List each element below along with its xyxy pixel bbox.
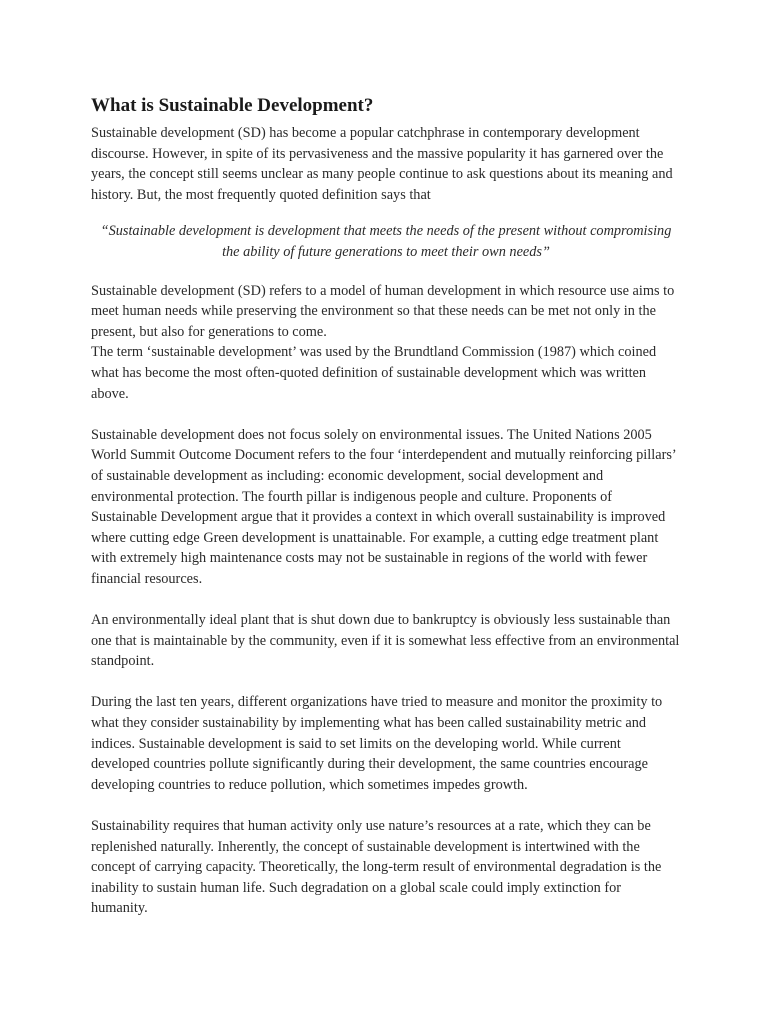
document-page: [91, 95, 681, 919]
paragraph-metrics: During the last ten years, different organizations have tried to measure and monitor the proximity to what they consider sustainability by implementing what has been called sustainability metric and indices. Sustainable development is said to set limits on the developing world. While current developed countries pollute significantly during their development, the same countries encourage developing countries to reduce pollution, which sometimes impedes growth.: [91, 694, 663, 793]
paragraph-spacer: [91, 404, 681, 425]
paragraph-spacer: [91, 589, 681, 610]
definition-quote: “Sustainable development is development that meets the needs of the present without compromising the ability of future generations to meet their own needs”: [100, 223, 672, 260]
intro-paragraph: Sustainable development (SD) has become a popular catchphrase in contemporary development discourse. However, in spite of its pervasiveness and the massive popularity it has garnered over the years, the concept still seems unclear as many people continue to ask questions about its meaning and history. But, the most frequently quoted definition says that: [91, 125, 673, 203]
document-title: What is Sustainable Development?: [91, 95, 374, 116]
paragraph-plant: An environmentally ideal plant that is shut down due to bankruptcy is obviously less sustainable than one that is maintainable by the community, even if it is somewhat less effective from an environmental standpoint.: [91, 612, 680, 670]
paragraph-sd-definition: Sustainable development (SD) refers to a model of human development in which resource use aims to meet human needs while preserving the environment so that these needs can be met not only in the present, but also for generations to come.: [91, 282, 675, 340]
paragraph-carrying-capacity: Sustainability requires that human activity only use nature’s resources at a rate, which they can be replenished naturally. Inherently, the concept of sustainable development is intertwined with the concept of carrying capacity. Theoretically, the long-term result of environmental degradation is the inability to sustain human life. Such degradation on a global scale could imply extinction for humanity.: [91, 818, 662, 917]
paragraph-spacer: [91, 672, 681, 693]
paragraph-pillars: Sustainable development does not focus solely on environmental issues. The United Nations 2005 World Summit Outcome Document refers to the four ‘interdependent and mutually reinforcing pillars’ of sustainable development as including: economic development, social development and environmental protection. The fourth pillar is indigenous people and culture. Proponents of Sustainable Development argue that it provides a context in which overall sustainability is improved where cutting edge Green development is unattainable. For example, a cutting edge treatment plant with extremely high maintenance costs may not be sustainable in regions of the world with fewer financial resources.: [91, 426, 676, 587]
paragraph-brundtland: The term ‘sustainable development’ was used by the Brundtland Commission (1987) which coined what has become the most often-quoted definition of sustainable development which was written above.: [91, 344, 657, 402]
paragraph-spacer: [91, 795, 681, 816]
